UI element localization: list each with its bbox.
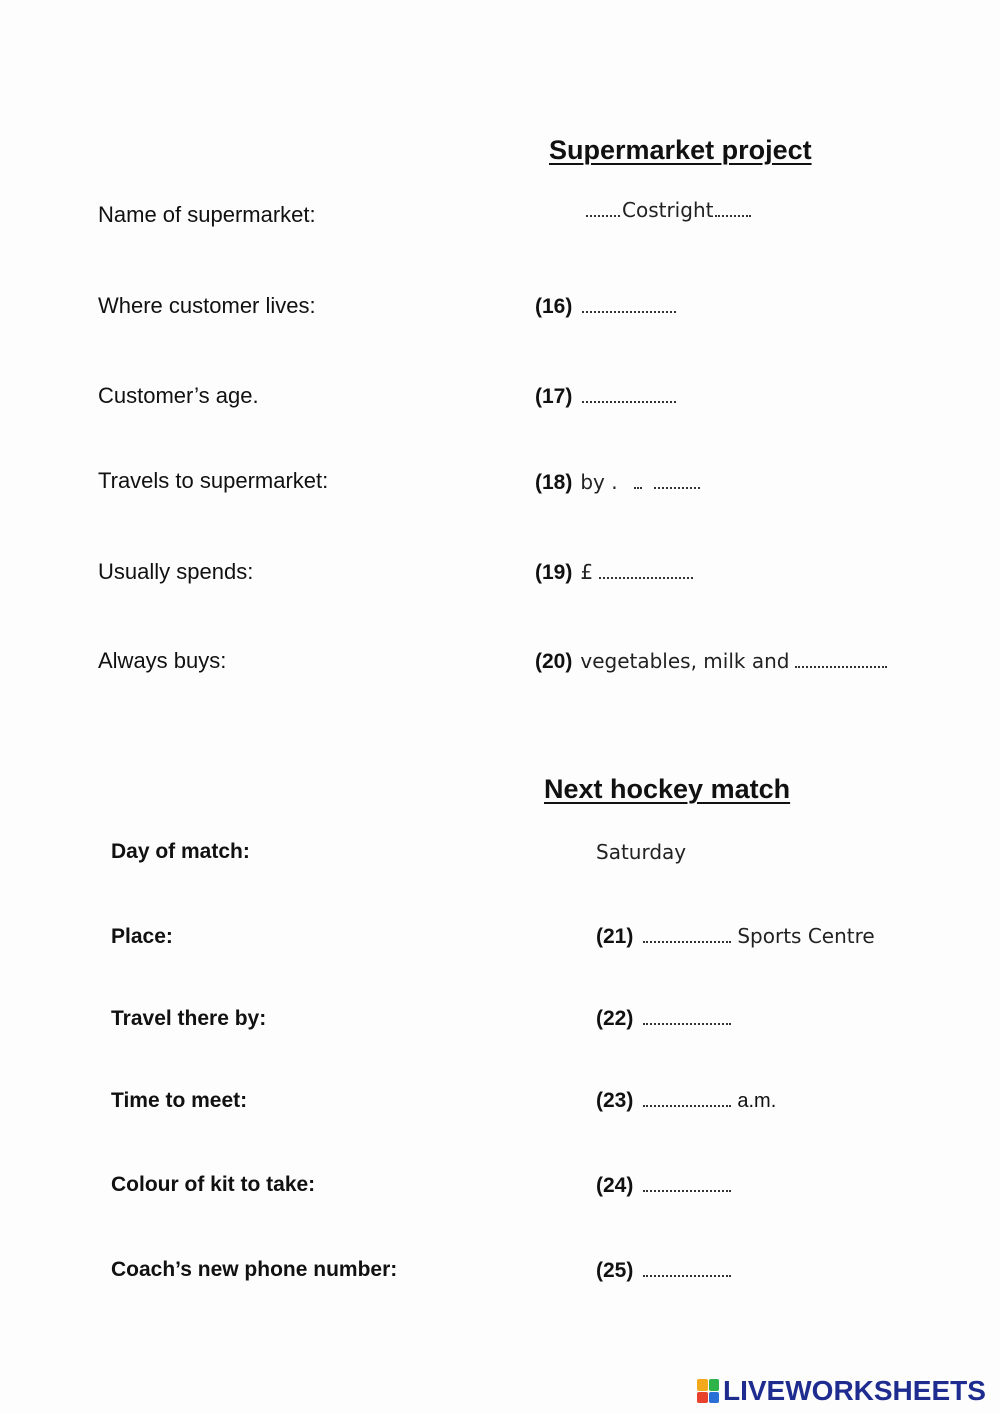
handwritten-answer: Costright — [622, 198, 714, 222]
answer-blank[interactable] — [643, 1188, 731, 1192]
question-number: (20) — [535, 650, 573, 673]
question-number: (18) — [535, 471, 573, 494]
answer-17 — [535, 385, 678, 409]
supermarket-label-lives: Where customer lives: — [98, 293, 316, 318]
supermarket-title: Supermarket project — [549, 135, 812, 165]
answer-blank[interactable] — [643, 1273, 731, 1277]
handwritten-answer: Saturday — [596, 840, 687, 864]
answer-suffix: Sports Centre — [737, 924, 875, 948]
question-number: (19) — [535, 561, 573, 584]
answer-21 — [596, 924, 875, 949]
hockey-label-colour: Colour of kit to take: — [111, 1173, 316, 1196]
answer-22 — [596, 1007, 733, 1031]
liveworksheets-logo[interactable] — [697, 1376, 986, 1406]
question-number: (24) — [596, 1174, 634, 1197]
question-number: (25) — [596, 1259, 634, 1282]
logo-text: LIVEWORKSHEETS — [723, 1375, 986, 1406]
answer-blank[interactable] — [643, 939, 731, 943]
supermarket-label-buys: Always buys: — [98, 648, 227, 673]
answer-blank[interactable] — [599, 575, 693, 579]
answer-blank[interactable] — [654, 485, 700, 489]
supermarket-label-name: Name of supermarket: — [98, 202, 316, 227]
hockey-answer-day — [596, 840, 686, 864]
question-number: (21) — [596, 925, 634, 948]
supermarket-label-spends: Usually spends: — [98, 559, 254, 584]
hockey-label-time: Time to meet: — [111, 1089, 248, 1112]
question-number: (22) — [596, 1007, 634, 1030]
answer-25 — [596, 1259, 733, 1283]
answer-prefix: by . — [580, 470, 618, 494]
hockey-label-travel: Travel there by: — [111, 1007, 267, 1030]
answer-19 — [535, 560, 695, 585]
hockey-title: Next hockey match — [544, 774, 791, 804]
question-number: (16) — [535, 295, 573, 318]
answer-blank[interactable] — [643, 1103, 731, 1107]
supermarket-label-age: Customer’s age. — [98, 383, 259, 408]
question-number: (17) — [535, 385, 573, 408]
answer-blank[interactable] — [643, 1021, 731, 1025]
logo-badge-icon — [697, 1379, 719, 1403]
answer-blank[interactable] — [582, 309, 676, 313]
answer-20 — [535, 649, 889, 674]
answer-prefix: vegetables, milk and — [580, 649, 790, 673]
answer-18 — [535, 470, 702, 495]
answer-blank[interactable] — [582, 399, 676, 403]
answer-blank[interactable] — [795, 664, 887, 668]
answer-24 — [596, 1174, 733, 1198]
question-number: (23) — [596, 1089, 634, 1112]
hockey-label-day: Day of match: — [111, 840, 250, 863]
supermarket-label-travels: Travels to supermarket: — [98, 468, 329, 493]
hockey-label-place: Place: — [111, 925, 173, 948]
supermarket-answer-name — [584, 198, 753, 222]
answer-23 — [596, 1089, 776, 1113]
answer-prefix: £ — [580, 560, 594, 584]
answer-16 — [535, 295, 678, 319]
answer-suffix: a.m. — [737, 1090, 777, 1112]
hockey-label-phone: Coach’s new phone number: — [111, 1258, 398, 1281]
